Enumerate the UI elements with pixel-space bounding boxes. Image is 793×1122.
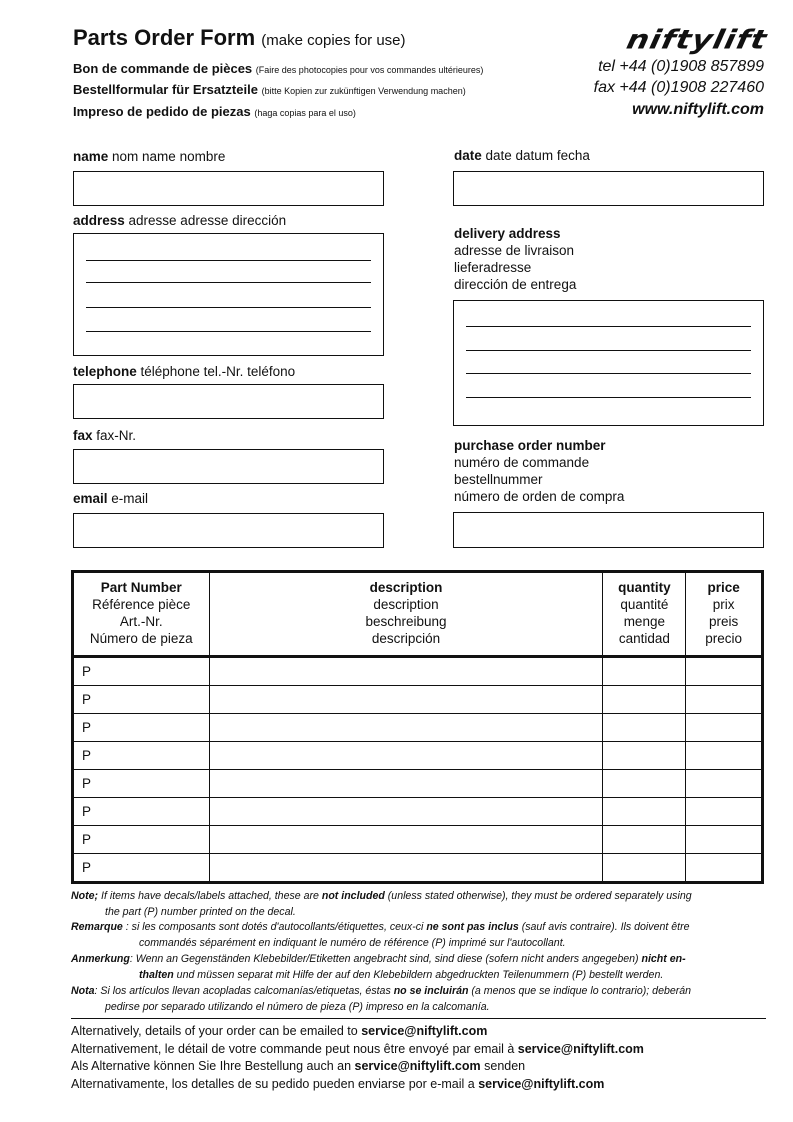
- price-cell[interactable]: [686, 686, 763, 714]
- description-cell[interactable]: [209, 854, 603, 883]
- column-header-price: price prix preis precio: [686, 572, 763, 657]
- po-number-label: purchase order number numéro de commande bestellnummer número de orden de compra: [454, 438, 625, 504]
- footer-line: Alternativement, le détail de votre commande peut nous être envoyé par email à service@niftylift.com: [71, 1041, 644, 1056]
- title-sub: (make copies for use): [261, 32, 406, 49]
- quantity-cell[interactable]: [603, 770, 686, 798]
- service-email-link[interactable]: service@niftylift.com: [354, 1059, 481, 1073]
- title-fr-text: Bon de commande de pièces: [73, 61, 253, 76]
- po-number-field[interactable]: [453, 512, 764, 548]
- date-label: date date datum fecha: [454, 148, 590, 163]
- title-de-sub: (bitte Kopien zur zukünftigen Verwendung machen): [261, 86, 466, 96]
- niftylift-logo: niftylift: [623, 24, 771, 56]
- fax-number: fax +44 (0)1908 227460: [593, 79, 764, 96]
- table-row: [73, 714, 763, 742]
- note-paragraph: Note; If items have decals/labels attached, these are not included (unless stated otherwise), they must be ordered separately using the part (P) number printed on the decal.: [71, 890, 692, 918]
- footer-line: Alternativamente, los detalles de su pedido pueden enviarse por e-mail a service@niftylift.com: [71, 1076, 605, 1091]
- column-header-part-number: Part Number Référence pièce Art.-Nr. Número de pieza: [73, 572, 210, 657]
- note-paragraph: Remarque : si les composants sont dotés d'autocollants/étiquettes, ceux-ci ne sont pas inclus (sauf avis contraire). Ils doivent être commandés séparément en indiquant le numéro de référence (P) imprimé sur l'autocollant.: [71, 921, 690, 949]
- name-label: name nom name nombre: [73, 149, 226, 164]
- name-field[interactable]: [73, 171, 384, 206]
- quantity-cell[interactable]: [603, 826, 686, 854]
- quantity-cell[interactable]: [603, 798, 686, 826]
- address-field[interactable]: [73, 233, 384, 356]
- description-cell[interactable]: [209, 798, 603, 826]
- price-cell[interactable]: [686, 657, 763, 686]
- part-number-cell[interactable]: P: [73, 714, 210, 742]
- service-email-link[interactable]: service@niftylift.com: [517, 1041, 644, 1056]
- title-es-text: Impreso de pedido de piezas: [73, 104, 251, 119]
- delivery-address-field[interactable]: [453, 300, 764, 426]
- part-number-cell[interactable]: P: [73, 770, 210, 798]
- table-row: [73, 854, 763, 883]
- telephone-field[interactable]: [73, 384, 384, 419]
- part-number-cell[interactable]: P: [73, 686, 210, 714]
- description-cell[interactable]: [209, 686, 603, 714]
- email-label: email e-mail: [73, 491, 149, 506]
- fax-label: fax fax-Nr.: [73, 428, 137, 443]
- title-de: [73, 82, 466, 97]
- description-cell[interactable]: [209, 826, 603, 854]
- table-row: [73, 742, 763, 770]
- table-row: [73, 770, 763, 798]
- price-cell[interactable]: [686, 854, 763, 883]
- divider: [71, 1018, 766, 1019]
- price-cell[interactable]: [686, 770, 763, 798]
- tel-number: tel +44 (0)1908 857899: [598, 58, 764, 75]
- title-de-text: Bestellformular für Ersatzteile: [73, 82, 258, 97]
- price-cell[interactable]: [686, 742, 763, 770]
- column-header-quantity: quantity quantité menge cantidad: [603, 572, 686, 657]
- table-row: [73, 686, 763, 714]
- service-email-link[interactable]: service@niftylift.com: [361, 1024, 488, 1038]
- title-fr-sub: (Faire des photocopies pour vos commandes ultérieures): [255, 65, 484, 75]
- price-cell[interactable]: [686, 826, 763, 854]
- quantity-cell[interactable]: [603, 686, 686, 714]
- quantity-cell[interactable]: [603, 657, 686, 686]
- quantity-cell[interactable]: [603, 714, 686, 742]
- note-paragraph: Nota: Si los artículos llevan acopladas calcomanías/etiquetas, éstas no se incluirán (a menos que se indique lo contrario); deberán pedirse por separado utilizando el número de pieza (P) impreso en la calcomanía.: [71, 985, 692, 1013]
- delivery-address-label: delivery address adresse de livraison lieferadresse dirección de entrega: [454, 226, 577, 292]
- address-label: address adresse adresse dirección: [73, 213, 287, 228]
- description-cell[interactable]: [209, 742, 603, 770]
- price-cell[interactable]: [686, 714, 763, 742]
- description-cell[interactable]: [209, 657, 603, 686]
- part-number-cell[interactable]: P: [73, 742, 210, 770]
- note-paragraph: Anmerkung: Wenn an Gegenständen Klebebilder/Etiketten angebracht sind, sind diese (sofern nicht anders angegeben) nicht en- thalten und müssen separat mit Hilfe der auf den Klebebildern abgedruckten Teilenummern (P) bestellt werden.: [71, 953, 686, 981]
- part-number-cell[interactable]: P: [73, 854, 210, 883]
- table-row: [73, 657, 763, 686]
- part-number-cell[interactable]: P: [73, 657, 210, 686]
- footer-line: Als Alternative können Sie Ihre Bestellung auch an service@niftylift.com senden: [71, 1059, 526, 1073]
- parts-table: [71, 570, 764, 884]
- price-cell[interactable]: [686, 798, 763, 826]
- table-row: [73, 826, 763, 854]
- part-number-cell[interactable]: P: [73, 798, 210, 826]
- description-cell[interactable]: [209, 714, 603, 742]
- website: www.niftylift.com: [632, 101, 764, 118]
- quantity-cell[interactable]: [603, 742, 686, 770]
- title-fr: [73, 61, 483, 76]
- date-field[interactable]: [453, 171, 764, 206]
- form-title: [73, 25, 406, 51]
- fax-field[interactable]: [73, 449, 384, 484]
- title-es: [73, 104, 356, 119]
- title-es-sub: (haga copias para el uso): [254, 108, 356, 118]
- footer-line: Alternatively, details of your order can be emailed to service@niftylift.com: [71, 1024, 488, 1038]
- email-field[interactable]: [73, 513, 384, 548]
- service-email-link[interactable]: service@niftylift.com: [478, 1076, 605, 1091]
- description-cell[interactable]: [209, 770, 603, 798]
- table-row: [73, 798, 763, 826]
- telephone-label: telephone téléphone tel.-Nr. teléfono: [73, 364, 296, 379]
- quantity-cell[interactable]: [603, 854, 686, 883]
- title-text: Parts Order Form: [73, 25, 256, 50]
- column-header-description: description description beschreibung descripción: [209, 572, 603, 657]
- part-number-cell[interactable]: P: [73, 826, 210, 854]
